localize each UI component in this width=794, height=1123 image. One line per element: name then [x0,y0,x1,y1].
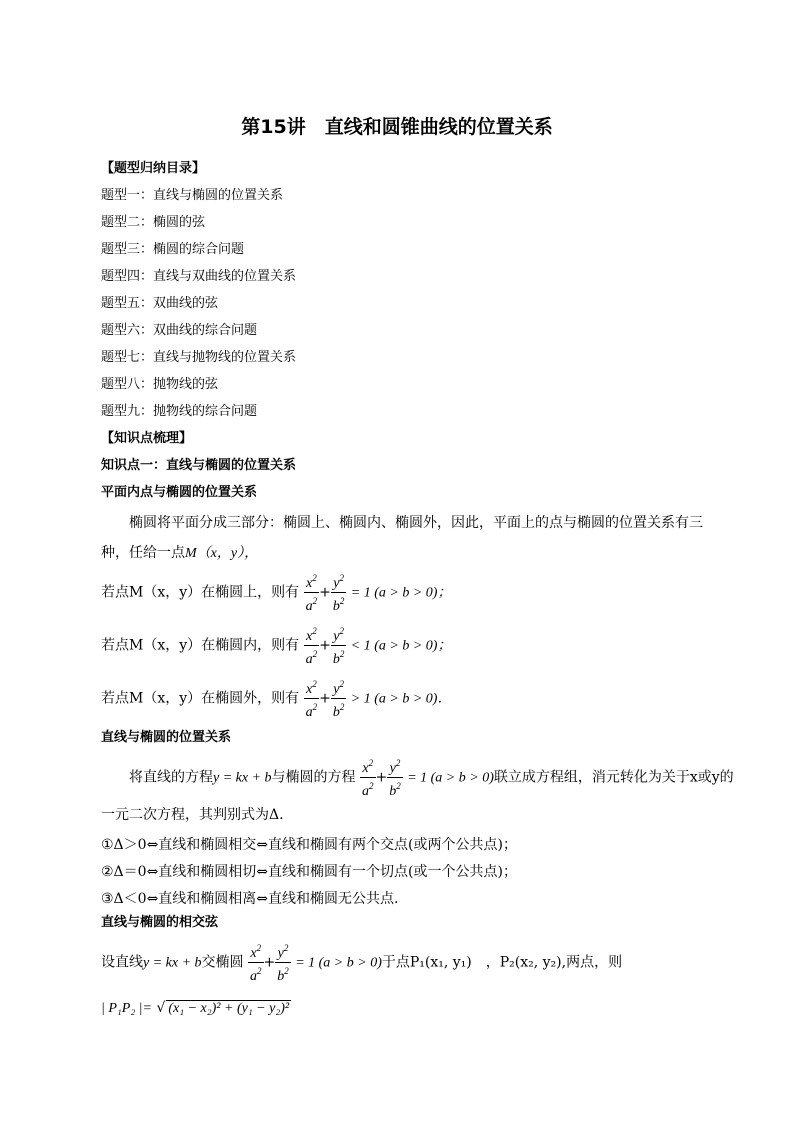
fraction-y2-b2: $\frac{y^2}{b^2}$ [331,676,347,721]
toc-item-9: 题型九：抛物线的综合问题 [101,404,258,419]
chord-length-formula [101,1000,291,1017]
fraction-x2-a2: $\frac{x^2}{a^2}$ [248,940,264,985]
case-separate: ③Δ＜0⇔直线和椭圆相离⇔直线和椭圆无公共点. [101,891,399,907]
case-out-relation: > 1 (a > b > 0)． [350,691,452,707]
fraction-x2-a2: $\frac{x^2}{a^2}$ [360,755,376,800]
chord-length-lhs: | P₁P₂ |= [101,1001,152,1016]
line-eq-post: 联立成方程组，消元转化为关于x或y的 [493,769,734,786]
chord-mid: 交椭圆 [201,954,244,971]
knowledge-point-1: 知识点一：直线与椭圆的位置关系 [101,458,297,473]
line-ellipse-equation: 将直线的方程y = kx + b与椭圆的方程 $\frac{x^2}{a^2}$ + $\frac{y^2}{b^2}$ = 1 (a > b > 0)联立成方程组，消元转化为关于x或y的 [129,755,734,800]
case-in-ellipse: 若点M（x，y）在椭圆内，则有 $\frac{x^2}{a^2}$ + $\frac{y^2}{b^2}$ < 1 (a > b > 0)； [101,623,451,668]
fraction-y2-b2: $\frac{y^2}{b^2}$ [331,623,347,668]
line-eq-continuation: 一元二次方程，其判别式为Δ. [101,807,284,823]
chord-relation: = 1 (a > b > 0) [295,955,382,971]
line-eq-pre: 将直线的方程 [129,769,213,786]
case-out-text: 若点M（x，y）在椭圆外，则有 [101,690,300,707]
case-on-relation: = 1 (a > b > 0)； [350,585,452,601]
toc-item-8: 题型八：抛物线的弦 [101,377,219,392]
case-tangent: ②Δ＝0⇔直线和椭圆相切⇔直线和椭圆有一个切点(或一个公共点)； [101,864,517,880]
knowledge-heading: 【知识点梳理】 [101,431,193,446]
intro-paragraph [101,508,721,569]
line-eq-relation: = 1 (a > b > 0) [407,770,494,786]
fraction-x2-a2: $\frac{x^2}{a^2}$ [304,570,320,615]
toc-heading: 【题型归纳目录】 [101,161,206,176]
intro-text: 椭圆将平面分成三部分：椭圆上、椭圆内、椭圆外，因此，平面上的点与椭圆的位置关系有三种，任给一点 [101,515,703,561]
fraction-x2-a2: $\frac{x^2}{a^2}$ [304,676,320,721]
case-on-ellipse: 若点M（x，y）在椭圆上，则有 $\frac{x^2}{a^2}$ + $\frac{y^2}{b^2}$ = 1 (a > b > 0)； [101,570,451,615]
section-chord: 直线与椭圆的相交弦 [101,915,219,930]
chord-pre: 设直线 [101,954,143,971]
chord-length-rhs: (x₁ − x₂)² + (y₁ − y₂)² [168,1001,290,1016]
fraction-y2-b2: $\frac{y^2}{b^2}$ [387,755,403,800]
toc-item-2: 题型二：椭圆的弦 [101,215,206,230]
case-out-ellipse: 若点M（x，y）在椭圆外，则有 $\frac{x^2}{a^2}$ + $\frac{y^2}{b^2}$ > 1 (a > b > 0)． [101,676,451,721]
section-line-ellipse: 直线与椭圆的位置关系 [101,730,232,745]
toc-item-1: 题型一：直线与椭圆的位置关系 [101,188,284,203]
chord-setup: 设直线y = kx + b交椭圆 $\frac{x^2}{a^2}$ + $\frac{y^2}{b^2}$ = 1 (a > b > 0)于点P₁(x₁, y₁) ，P₂(x₂, y₂),两点，则 [101,940,622,985]
toc-item-7: 题型七：直线与抛物线的位置关系 [101,350,297,365]
toc-item-4: 题型四：直线与双曲线的位置关系 [101,269,297,284]
case-on-text: 若点M（x，y）在椭圆上，则有 [101,584,300,601]
page-title: 第15讲 直线和圆锥曲线的位置关系 [241,116,553,138]
toc-item-3: 题型三：椭圆的综合问题 [101,242,245,257]
section-point-ellipse: 平面内点与椭圆的位置关系 [101,485,258,500]
fraction-y2-b2: $\frac{y^2}{b^2}$ [275,940,291,985]
sqrt-sign: √ [156,1000,166,1016]
toc-item-6: 题型六：双曲线的综合问题 [101,323,258,338]
line-eq: y = kx + b [213,770,272,786]
fraction-x2-a2: $\frac{x^2}{a^2}$ [304,623,320,668]
case-in-relation: < 1 (a > b > 0)； [350,638,452,654]
fraction-y2-b2: $\frac{y^2}{b^2}$ [331,570,347,615]
case-in-text: 若点M（x，y）在椭圆内，则有 [101,637,300,654]
case-intersect: ①Δ＞0⇔直线和椭圆相交⇔直线和椭圆有两个交点(或两个公共点)； [101,837,517,853]
intro-point: M（x，y）， [185,546,259,561]
chord-line: y = kx + b [143,955,202,971]
chord-points: 于点P₁(x₁, y₁) ，P₂(x₂, y₂),两点，则 [381,954,623,971]
line-eq-mid: 与椭圆的方程 [271,769,356,786]
toc-item-5: 题型五：双曲线的弦 [101,296,219,311]
